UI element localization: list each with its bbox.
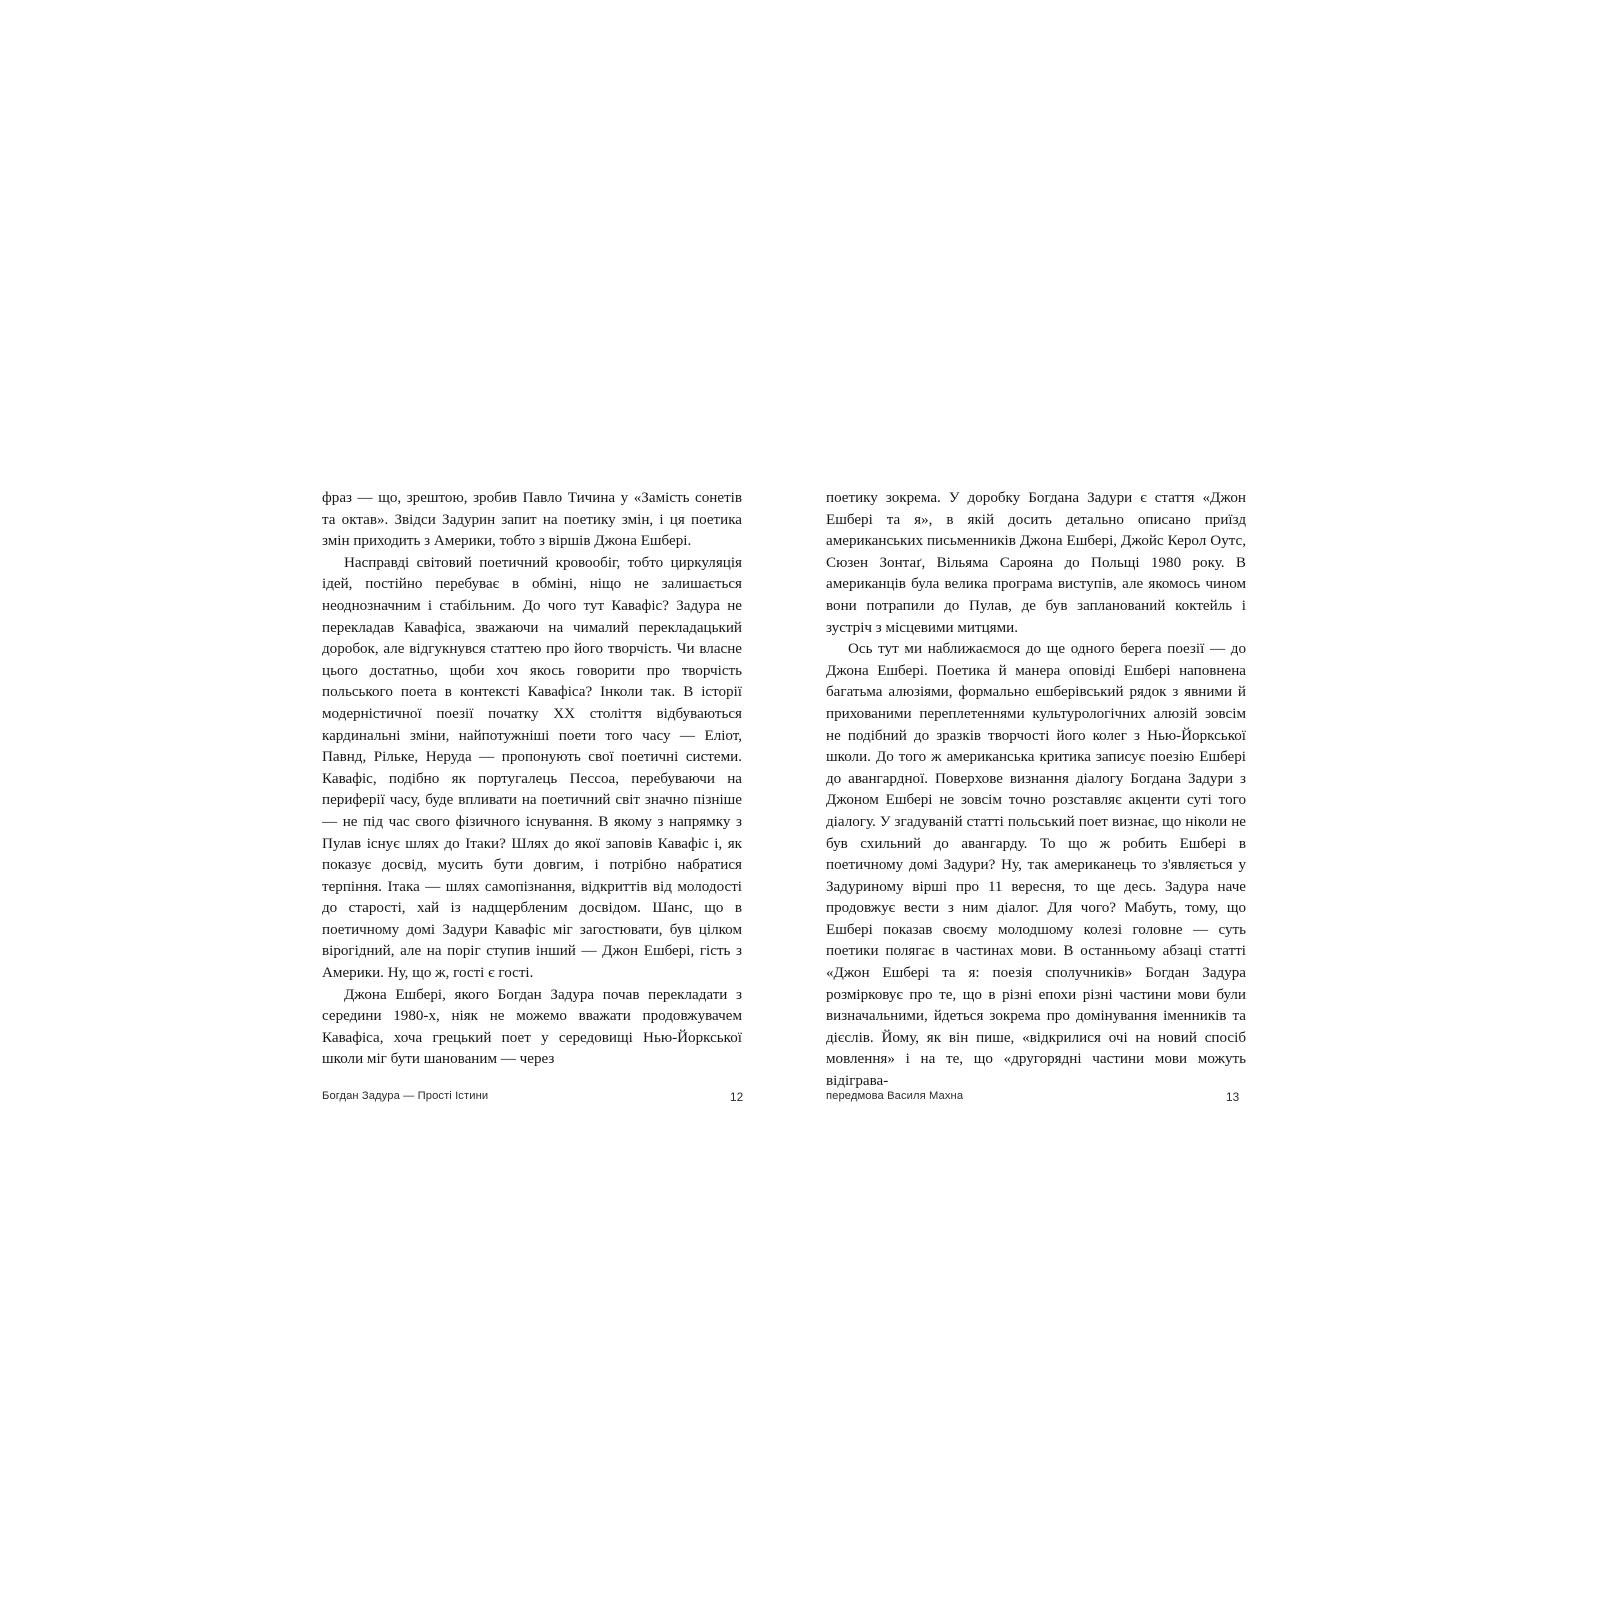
right-page <box>826 488 1246 1093</box>
running-head: передмова Василя Махна <box>826 1090 964 1102</box>
left-page-footer <box>322 1090 742 1106</box>
paragraph: фраз — що, зрештою, зробив Павло Тичина у «Замість сонетів та октав». Звідси Задурин запит на поетику змін, і ця поетика змін приходить з Америки, тобто з віршів Джона Ешбері. <box>322 490 742 550</box>
left-page-body <box>322 488 742 1071</box>
right-page-body <box>826 488 1246 1093</box>
left-page <box>322 488 742 1071</box>
page-number: 12 <box>730 1090 744 1104</box>
paragraph: Джона Ешбері, якого Богдан Задура почав перекладати з середини 1980-х, ніяк не можемо вважати продовжувачем Кавафіса, хоча грецький поет у середовищі Нью-Йоркської школи міг бути шанованим — через <box>322 986 742 1068</box>
page-number: 13 <box>1226 1090 1240 1104</box>
paragraph: поетику зокрема. У доробку Богдана Задури є стаття «Джон Ешбері та я», в якій досить детально описано приїзд американських письменників Джона Ешбері, Джойс Керол Оутс, Сюзен Зонтаґ, Вільяма Сарояна до Польщі 1980 року. В американців була велика програма виступів, але якомось чином вони потрапили до Пулав, де був запланований коктейль і зустріч з місцевими митцями. <box>826 490 1246 636</box>
paragraph: Ось тут ми наближаємося до ще одного берега поезії — до Джона Ешбері. Поетика й манера оповіді Ешбері наповнена багатьма алюзіями, формально ешберівський рядок з явними й прихованими переплетеннями культурологічних алюзій зовсім не подібний до зразків творчості його колег з Нью-Йоркської школи. До того ж американська критика записує поезію Ешбері до авангардної. Поверхове визнання діалогу Богдана Задури з Джоном Ешбері не зовсім точно розставляє акценти суті того діалогу. У згадуваній статті польський поет визнає, що ніколи не був схильний до авангарду. То що ж робить Ешбері в поетичному домі Задури? Ну, так американець то з'являється у Задуриному вірші про 11 вересня, то ще десь. Задура наче продовжує вести з ним діалог. Для чого? Мабуть, тому, що Ешбері показав своєму молодшому колезі головне — суть поетики полягає в частинах мови. В останньому абзаці статті «Джон Ешбері та я: поезія сполучників» Богдан Задура розмірковує про те, що в різні епохи різні частини мови були визначальними, йдеться зокрема про домінування іменників та дієслів. Йому, як він пише, «відкрилися очі на новий спосіб мовлення» і на те, що «другорядні частини мови можуть відіграва- <box>826 641 1246 1090</box>
running-head: Богдан Задура — Прості Істини <box>322 1090 489 1102</box>
right-page-footer <box>826 1090 1246 1106</box>
paragraph: Насправді світовий поетичний кровообіг, тобто циркуляція ідей, постійно перебуває в обміні, ніщо не залишається неоднозначним і стабільним. До чого тут Кавафіс? Задура не перекладав Кавафіса, зважаючи на чималий перекладацький доробок, але відгукнувся статтею про його творчість. Чи власне цього достатньо, щоби хоч якось говорити про творчість польського поета в контексті Кавафіса? Інколи так. В історії модерністичної поезії початку ХХ століття відбуваються кардинальні зміни, найпотужніші поети того часу — Еліот, Павнд, Рільке, Неруда — пропонують свої поетичні системи. Кавафіс, подібно як португалець Пессоа, перебуваючи на периферії часу, буде впливати на поетичний світ значно пізніше — не під час свого фізичного існування. В якому з напрямку з Пулав існує шлях до Ітаки? Шлях до якої заповів Кавафіс і, як показує досвід, мусить бути довгим, і потрібно набратися терпіння. Ітака — шлях самопізнання, відкриттів від молодості до старості, хай із надщербленим досвідом. Шанс, що в поетичному домі Задури Кавафіс міг загостювати, був цілком вірогідний, але на поріг ступив інший — Джон Ешбері, гість з Америки. Ну, що ж, гості є гості. <box>322 554 742 982</box>
